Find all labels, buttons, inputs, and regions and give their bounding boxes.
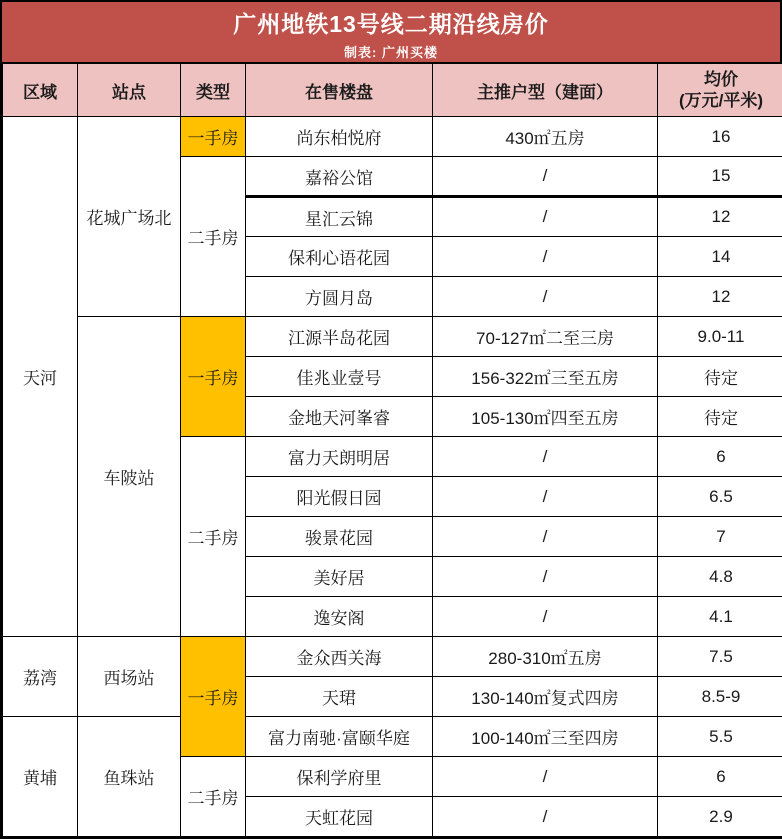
cell-property: 佳兆业壹号 [246, 357, 433, 397]
col-header-unit: 主推户型（建面） [433, 64, 658, 117]
price-table [2, 63, 782, 837]
col-header-price-line2: (万元/平米) [678, 91, 764, 110]
cell-unit: / [433, 557, 658, 597]
cell-type: 一手房 [181, 117, 246, 157]
cell-property: 江源半岛花园 [246, 317, 433, 357]
cell-property: 阳光假日园 [246, 477, 433, 517]
cell-price: 4.1 [658, 597, 782, 637]
table-row [3, 717, 782, 757]
cell-type: 二手房 [181, 437, 246, 637]
cell-price: 14 [658, 237, 782, 277]
table-header [3, 64, 782, 117]
cell-unit: 100-140㎡三至四房 [433, 717, 658, 757]
cell-station: 西场站 [78, 637, 181, 717]
cell-property: 富力南驰·富颐华庭 [246, 717, 433, 757]
cell-unit: 105-130㎡四至五房 [433, 397, 658, 437]
cell-unit: 156-322㎡三至五房 [433, 357, 658, 397]
cell-unit: 280-310㎡五房 [433, 637, 658, 677]
cell-region: 荔湾 [3, 637, 78, 717]
cell-price: 12 [658, 277, 782, 317]
cell-price: 待定 [658, 397, 782, 437]
cell-station: 车陂站 [78, 317, 181, 637]
cell-price: 6 [658, 437, 782, 477]
cell-price: 15 [658, 157, 782, 197]
cell-unit: / [433, 477, 658, 517]
col-header-price-line1: 均价 [704, 70, 738, 89]
cell-property: 嘉裕公馆 [246, 157, 433, 197]
col-header-station: 站点 [78, 64, 181, 117]
cell-property: 星汇云锦 [246, 197, 433, 237]
cell-type: 一手房 [181, 637, 246, 757]
cell-price: 2.9 [658, 797, 782, 837]
cell-type: 二手房 [181, 157, 246, 317]
cell-price: 7.5 [658, 637, 782, 677]
cell-price: 9.0-11 [658, 317, 782, 357]
cell-price: 5.5 [658, 717, 782, 757]
cell-price: 6 [658, 757, 782, 797]
cell-unit: / [433, 197, 658, 237]
table-row [3, 117, 782, 157]
col-header-property: 在售楼盘 [246, 64, 433, 117]
cell-unit: / [433, 757, 658, 797]
cell-unit: 70-127㎡二至三房 [433, 317, 658, 357]
cell-property: 天珺 [246, 677, 433, 717]
cell-unit: / [433, 517, 658, 557]
cell-price: 8.5-9 [658, 677, 782, 717]
cell-property: 骏景花园 [246, 517, 433, 557]
cell-price: 4.8 [658, 557, 782, 597]
cell-unit: 430㎡五房 [433, 117, 658, 157]
cell-property: 美好居 [246, 557, 433, 597]
col-header-type: 类型 [181, 64, 246, 117]
cell-property: 金地天河峯睿 [246, 397, 433, 437]
cell-type: 二手房 [181, 757, 246, 837]
page-subtitle: 制表: 广州买楼 [344, 45, 438, 60]
page-title: 广州地铁13号线二期沿线房价 [233, 11, 549, 37]
header-row [3, 64, 782, 117]
cell-region: 天河 [3, 117, 78, 637]
cell-price: 6.5 [658, 477, 782, 517]
cell-price: 待定 [658, 357, 782, 397]
cell-property: 逸安阁 [246, 597, 433, 637]
cell-unit: / [433, 277, 658, 317]
cell-price: 12 [658, 197, 782, 237]
cell-price: 7 [658, 517, 782, 557]
col-header-region: 区域 [3, 64, 78, 117]
cell-station: 鱼珠站 [78, 717, 181, 837]
cell-unit: / [433, 597, 658, 637]
cell-unit: / [433, 797, 658, 837]
cell-unit: / [433, 157, 658, 197]
cell-property: 金众西关海 [246, 637, 433, 677]
cell-property: 保利学府里 [246, 757, 433, 797]
cell-unit: / [433, 237, 658, 277]
cell-property: 方圆月岛 [246, 277, 433, 317]
cell-property: 富力天朗明居 [246, 437, 433, 477]
cell-region: 黄埔 [3, 717, 78, 837]
title-band [2, 2, 780, 63]
cell-price: 16 [658, 117, 782, 157]
table-body [3, 117, 782, 837]
table-row [3, 637, 782, 677]
cell-property: 尚东柏悦府 [246, 117, 433, 157]
col-header-price [658, 64, 782, 117]
cell-type: 一手房 [181, 317, 246, 437]
cell-property: 保利心语花园 [246, 237, 433, 277]
cell-property: 天虹花园 [246, 797, 433, 837]
cell-unit: 130-140㎡复式四房 [433, 677, 658, 717]
cell-unit: / [433, 437, 658, 477]
table-row [3, 317, 782, 357]
cell-station: 花城广场北 [78, 117, 181, 317]
